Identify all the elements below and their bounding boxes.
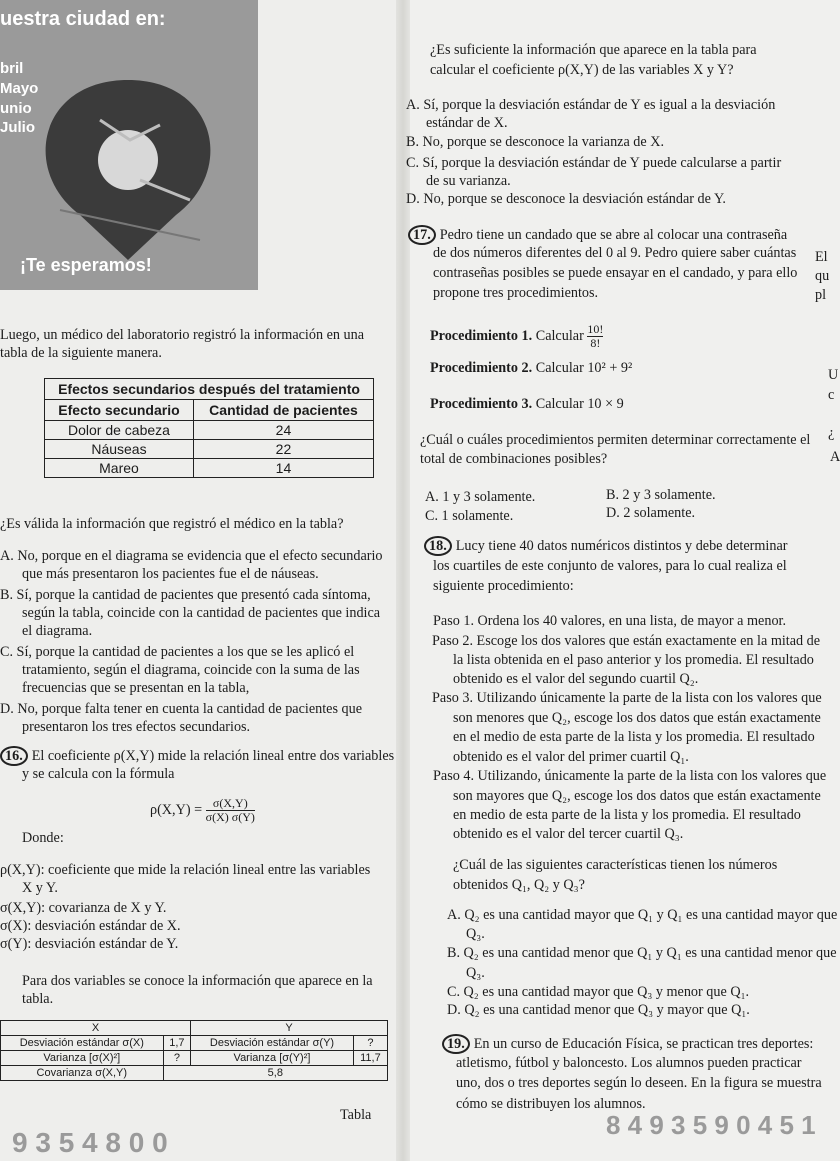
- q16-line-1: El coeficiente ρ(X,Y) mide la relación lineal entre dos variables: [31, 748, 395, 764]
- def-cov: σ(X,Y): covarianza de X y Y.: [0, 900, 167, 916]
- paso-3-cont: son menores que Q₂, escoge los dos datos que están exactamente: [453, 710, 821, 726]
- q17-line-2: de dos números diferentes del 0 al 9. Pedro quiere saber cuántas: [433, 245, 797, 261]
- paso-4: Paso 4. Utilizando, únicamente la parte de la lista con los valores que: [433, 768, 827, 784]
- q18-option-b-cont: Q₃.: [466, 965, 485, 981]
- intro-line-1: Luego, un médico del laboratorio registró la información en una: [0, 327, 365, 343]
- q15-option-b[interactable]: B. Sí, porque la cantidad de pacientes que presentó cada síntoma,: [0, 587, 371, 603]
- q18-option-c[interactable]: C. Q₂ es una cantidad mayor que Q₃ y menor que Q₁.: [447, 984, 750, 1000]
- procedure-2: Procedimiento 2. Calcular 10² + 9²: [430, 360, 633, 376]
- col-header-effect: Efecto secundario: [45, 400, 194, 421]
- paso-2-cont: la lista obtenida en el paso anterior y los promedia. El resultado: [453, 652, 814, 668]
- intro-line-2: tabla de la siguiente manera.: [0, 345, 162, 361]
- q17-heading: [408, 225, 787, 245]
- q17-option-b[interactable]: B. 2 y 3 solamente.: [606, 487, 716, 503]
- q19-heading: [442, 1034, 813, 1054]
- edge-text-7: A: [830, 449, 840, 465]
- q17-line-1: Pedro tiene un candado que se abre al colocar una contraseña: [439, 227, 788, 243]
- table-row: Varianza [σ(X)²] ? Varianza [σ(Y)²] 11,7: [1, 1051, 388, 1066]
- q19-line-3: uno, dos o tres deportes según lo deseen. En la figura se muestra: [456, 1075, 822, 1091]
- q16-option-c[interactable]: C. Sí, porque la desviación estándar de Y puede calcularse a partir: [406, 155, 782, 171]
- paso-4-cont3: obtenido es el valor del tercer cuartil Q₃.: [453, 826, 684, 842]
- header-x: X: [1, 1021, 191, 1036]
- map-pin-icon: [0, 0, 258, 290]
- edge-text-4: U: [828, 367, 839, 383]
- col-header-count: Cantidad de pacientes: [193, 400, 373, 421]
- q15-option-a-cont: que más presentaron los pacientes fue el de náuseas.: [22, 566, 319, 582]
- q17-line-3: contraseñas posibles se puede ensayar en el candado, y para ello: [433, 265, 798, 281]
- q18-line-3: siguiente procedimiento:: [433, 578, 574, 594]
- ad-month-3: unio: [0, 100, 32, 117]
- table-title: Efectos secundarios después del tratamiento: [45, 379, 374, 400]
- decorative-digits-right: 8 4 9 3 5 9 0 4 5 1: [606, 1110, 816, 1140]
- q18-number: 18.: [424, 536, 452, 556]
- q15-option-b-cont: según la tabla, coincide con la cantidad de pacientes que indica: [22, 605, 381, 621]
- paso-4-cont: son mayores que Q₂, escoge los dos datos que están exactamente: [453, 788, 821, 804]
- edge-text-5: c: [828, 387, 835, 403]
- q17-question-2: total de combinaciones posibles?: [420, 451, 608, 467]
- q18-heading: [424, 536, 787, 556]
- q16-option-d[interactable]: D. No, porque se desconoce la desviación estándar de Y.: [406, 191, 726, 207]
- q18-question-1: ¿Cuál de las siguientes características tienen los números: [453, 857, 778, 873]
- ad-month-4: Julio: [0, 119, 36, 136]
- paso-3-cont2: en el medio de esta parte de la lista y los promedia. El resultado: [453, 729, 815, 745]
- q17-question-1: ¿Cuál o cuáles procedimientos permiten determinar correctamente el: [420, 432, 811, 448]
- q17-line-4: propone tres procedimientos.: [433, 285, 599, 301]
- q16-line-2: y se calcula con la fórmula: [22, 766, 175, 782]
- ad-tagline: ¡Te esperamos!: [20, 255, 152, 275]
- side-effects-table: [44, 378, 374, 478]
- def-sx: σ(X): desviación estándar de X.: [0, 918, 181, 934]
- paso-3-cont3: obtenido es el valor del primer cuartil Q₁.: [453, 749, 689, 765]
- q15-option-c-cont2: frecuencias que se presentan en la tabla,: [22, 680, 250, 696]
- ad-month-2: Mayo: [0, 80, 39, 97]
- q18-question-2: obtenidos Q₁, Q₂ y Q₃?: [453, 877, 585, 893]
- q18-option-a[interactable]: A. Q₂ es una cantidad mayor que Q₁ y Q₁ es una cantidad mayor que: [447, 907, 838, 923]
- table-row: Mareo 14: [45, 459, 374, 478]
- q18-option-a-cont: Q₃.: [466, 926, 485, 942]
- header-y: Y: [191, 1021, 388, 1036]
- def-rho-cont: X y Y.: [22, 880, 58, 896]
- q19-line-2: atletismo, fútbol y baloncesto. Los alumnos pueden practicar: [456, 1055, 802, 1071]
- paso-3: Paso 3. Utilizando únicamente la parte de la lista con los valores que: [432, 690, 822, 706]
- paso-1: Paso 1. Ordena los 40 valores, en una lista, de mayor a menor.: [433, 613, 787, 629]
- q15-option-c-cont: tratamiento, según el diagrama, coincide con la suma de las: [22, 662, 360, 678]
- paso-4-cont2: en medio de esta parte de la lista y los promedia. El resultado: [453, 807, 801, 823]
- table-row: Náuseas 22: [45, 440, 374, 459]
- table-row: Desviación estándar σ(X) 1,7 Desviación estándar σ(Y) ?: [1, 1036, 388, 1051]
- procedure-3: Procedimiento 3. Calcular 10 × 9: [430, 396, 624, 412]
- donde-label: Donde:: [22, 830, 64, 846]
- q15-option-a[interactable]: A. No, porque en el diagrama se evidencia que el efecto secundario: [0, 548, 383, 564]
- q16-heading: [0, 746, 394, 766]
- q15-option-b-cont2: el diagrama.: [22, 623, 93, 639]
- paso-2-cont2: obtenido es el valor del segundo cuartil Q₂.: [453, 671, 699, 687]
- q16-para-2: tabla.: [22, 991, 54, 1007]
- ad-banner: [0, 0, 258, 290]
- q16-number: 16.: [0, 746, 28, 766]
- edge-text-2: qu: [815, 268, 830, 284]
- q19-line-4: cómo se distribuyen los alumnos.: [456, 1096, 646, 1112]
- table-caption: Tabla: [340, 1107, 372, 1123]
- edge-text-3: pl: [815, 287, 827, 303]
- paso-2: Paso 2. Escoge los dos valores que están exactamente en la mitad de: [432, 633, 821, 649]
- q18-line-2: los cuartiles de este conjunto de valores, para lo cual realiza el: [433, 558, 787, 574]
- book-gutter: [396, 0, 410, 1161]
- q18-option-d[interactable]: D. Q₂ es una cantidad menor que Q₃ y mayor que Q₁.: [447, 1002, 750, 1018]
- table-row: Dolor de cabeza 24: [45, 421, 374, 440]
- q17-option-d[interactable]: D. 2 solamente.: [606, 505, 696, 521]
- def-rho: ρ(X,Y): coeficiente que mide la relación lineal entre las variables: [0, 862, 371, 878]
- def-sy: σ(Y): desviación estándar de Y.: [0, 936, 179, 952]
- decorative-digits-left: 9 3 5 4 8 0 0: [12, 1127, 168, 1158]
- q16-cont-line-2: calcular el coeficiente ρ(X,Y) de las variables X y Y?: [430, 62, 734, 78]
- q16-option-a-cont: estándar de X.: [426, 115, 508, 131]
- ad-title: uestra ciudad en:: [0, 8, 166, 30]
- q16-para-1: Para dos variables se conoce la información que aparece en la: [22, 973, 373, 989]
- q15-option-d[interactable]: D. No, porque falta tener en cuenta la cantidad de pacientes que: [0, 701, 363, 717]
- q17-option-c[interactable]: C. 1 solamente.: [425, 508, 514, 524]
- q15-option-c[interactable]: C. Sí, porque la cantidad de pacientes a los que se les aplicó el: [0, 644, 355, 660]
- q16-option-a[interactable]: A. Sí, porque la desviación estándar de Y es igual a la desviación: [406, 97, 776, 113]
- procedure-1: Procedimiento 1. Calcular $\frac{10!}{8!}$: [430, 322, 604, 350]
- xy-table: [0, 1020, 388, 1081]
- q17-option-a[interactable]: A. 1 y 3 solamente.: [425, 489, 536, 505]
- edge-text-6: ¿: [828, 425, 835, 441]
- table-row: Covarianza σ(X,Y) 5,8: [1, 1066, 388, 1081]
- q15-option-d-cont: presentaron los tres efectos secundarios.: [22, 719, 251, 735]
- q15-question: ¿Es válida la información que registró el médico en la tabla?: [0, 516, 344, 532]
- q18-line-1: Lucy tiene 40 datos numéricos distintos y debe determinar: [455, 538, 788, 554]
- ad-month-1: bril: [0, 60, 24, 77]
- q17-number: 17.: [408, 225, 436, 245]
- q16-option-c-cont: de su varianza.: [426, 173, 511, 189]
- q16-formula: ρ(X,Y) = $\frac{\sigma(X,Y)}{\sigma(X) \sigma(Y)}$: [150, 796, 255, 824]
- q16-cont-line-1: ¿Es suficiente la información que aparece en la tabla para: [430, 42, 757, 58]
- edge-text-1: El: [815, 249, 828, 265]
- q19-number: 19.: [442, 1034, 470, 1054]
- q16-option-b[interactable]: B. No, porque se desconoce la varianza de X.: [406, 134, 665, 150]
- q19-line-1: En un curso de Educación Física, se practican tres deportes:: [473, 1036, 814, 1052]
- q18-option-b[interactable]: B. Q₂ es una cantidad menor que Q₁ y Q₁ es una cantidad menor que: [447, 945, 837, 961]
